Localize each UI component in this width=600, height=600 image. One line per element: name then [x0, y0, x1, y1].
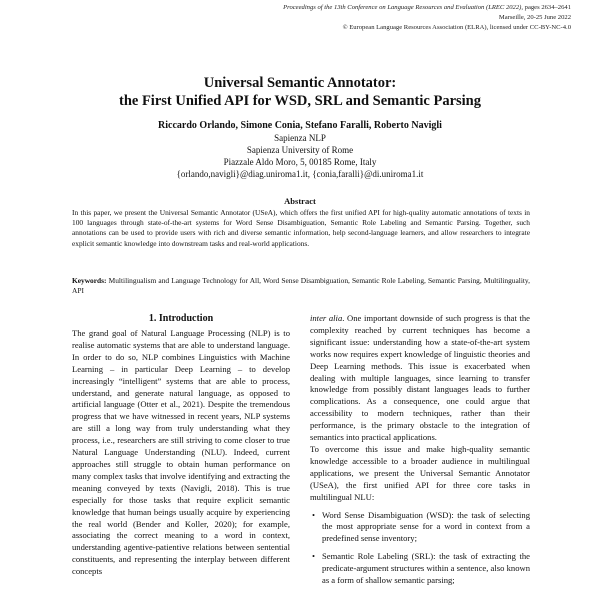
intro-paragraph-continued [310, 313, 530, 444]
affiliation-university: Sapienza University of Rome [246, 145, 354, 155]
proceedings-pages: , pages 2634–2641 [521, 4, 571, 11]
abstract-text: In this paper, we present the Universal Semantic Annotator (USeA), which offers the first unified API for high-quality automatic annotations of texts in 100 languages through state-of-the-art systems for Word Sense Disambiguation, Semantic Role Labeling and Semantic Parsing. Together, such annotations can be used to provide users with rich and diverse semantic information, help second-language learners, and allow researchers to integrate explicit semantic knowledge into downstream tasks and real-world applications. [72, 208, 530, 248]
keywords-label: Keywords: [72, 276, 107, 285]
author-list: Riccardo Orlando, Simone Conia, Stefano Faralli, Roberto Navigli [158, 120, 442, 131]
left-column [72, 328, 290, 578]
paper-title-line-1: Universal Semantic Annotator: [203, 75, 397, 91]
list-item-text: Word Sense Disambiguation (WSD): the task of selecting the most appropriate sense for a word in context from a predefined sense inventory; [322, 509, 530, 544]
bullet-icon: • [312, 551, 316, 562]
proceedings-line [51, 3, 571, 13]
abstract-heading: Abstract [284, 196, 316, 206]
keywords-text: Multilingualism and Language Technology for All, Word Sense Disambiguation, Semantic Role Labeling, Semantic Parsing, Multilinguality, API [72, 276, 530, 296]
affiliation-block [0, 132, 600, 180]
intro-paragraph-2: To overcome this issue and make high-quality semantic knowledge accessible to a broader audience in multilingual applications, we present the Universal Semantic Annotator (USeA), the first unified API for three core tasks in multilingual NLU: [310, 443, 530, 502]
copyright-notice: © European Language Resources Association (ELRA), licensed under CC-BY-NC-4.0 [342, 24, 571, 31]
intro-continuation-text: . One important downside of such progress is that the complexity reached by current techniques has become a significant issue: understanding how a state-of-the-art system works now requires expert knowledge of linguistic theories and Deep Learning methods. This issue is exacerbated when dealing with multiple languages, since learning to transfer knowledge from possibly distant languages leads to further complications. As a consequence, one could argue that accessibility to modern techniques, rather than their performance, is the primary obstacle to the integration of semantics into practical applications. [310, 313, 530, 443]
list-item [310, 510, 530, 546]
author-emails: {orlando,navigli}@diag.uniroma1.it, {conia,faralli}@di.uniroma1.it [176, 169, 424, 179]
list-item-text: Semantic Role Labeling (SRL): the task of extracting the predicate-argument structures within a sentence, also known as a form of shallow semantic parsing; [322, 551, 530, 586]
bullet-icon: • [312, 509, 316, 520]
paper-title-line-2: the First Unified API for WSD, SRL and Semantic Parsing [119, 93, 481, 109]
task-list [310, 510, 530, 587]
proceedings-header [51, 3, 571, 33]
conference-place-date: Marseille, 20-25 June 2022 [498, 14, 571, 21]
keywords [72, 276, 530, 296]
inter-alia-text: inter alia [310, 313, 343, 323]
list-item [310, 551, 530, 587]
right-column [310, 313, 530, 593]
section-heading-introduction: 1. Introduction [148, 313, 214, 324]
intro-paragraph-1: The grand goal of Natural Language Processing (NLP) is to realise automatic systems that are able to understand language. In order to do so, NLP combines Linguistics with Machine Learning – in particular Deep Learning – to develop increasingly “intelligent” systems that are able to process, understand, and generate natural language, as opposed to artificial language (Otter et al., 2021). Despite the tremendous progress that we have witnessed in recent years, NLP systems are still a long way from truly understanding what they process, i.e., researchers are still striving to come closer to true Natural Language Understanding (NLU). Indeed, current approaches still struggle to obtain human performance on many complex tasks that involve identifying and extracting the meaning conveyed by texts (Navigli, 2018). This is true especially for those tasks that require explicit semantic knowledge that human beings usually acquire by experiencing the real world (Bender and Koller, 2020); for example, associating the correct meaning to a word in context, understanding agentive-patientive relations between sentential constituents, and representing the interplay between different concepts [72, 328, 290, 577]
affiliation-lab: Sapienza NLP [274, 133, 326, 143]
affiliation-address: Piazzale Aldo Moro, 5, 00185 Rome, Italy [223, 157, 377, 167]
proceedings-name: Proceedings of the 13th Conference on Language Resources and Evaluation (LREC 2022) [283, 4, 522, 11]
